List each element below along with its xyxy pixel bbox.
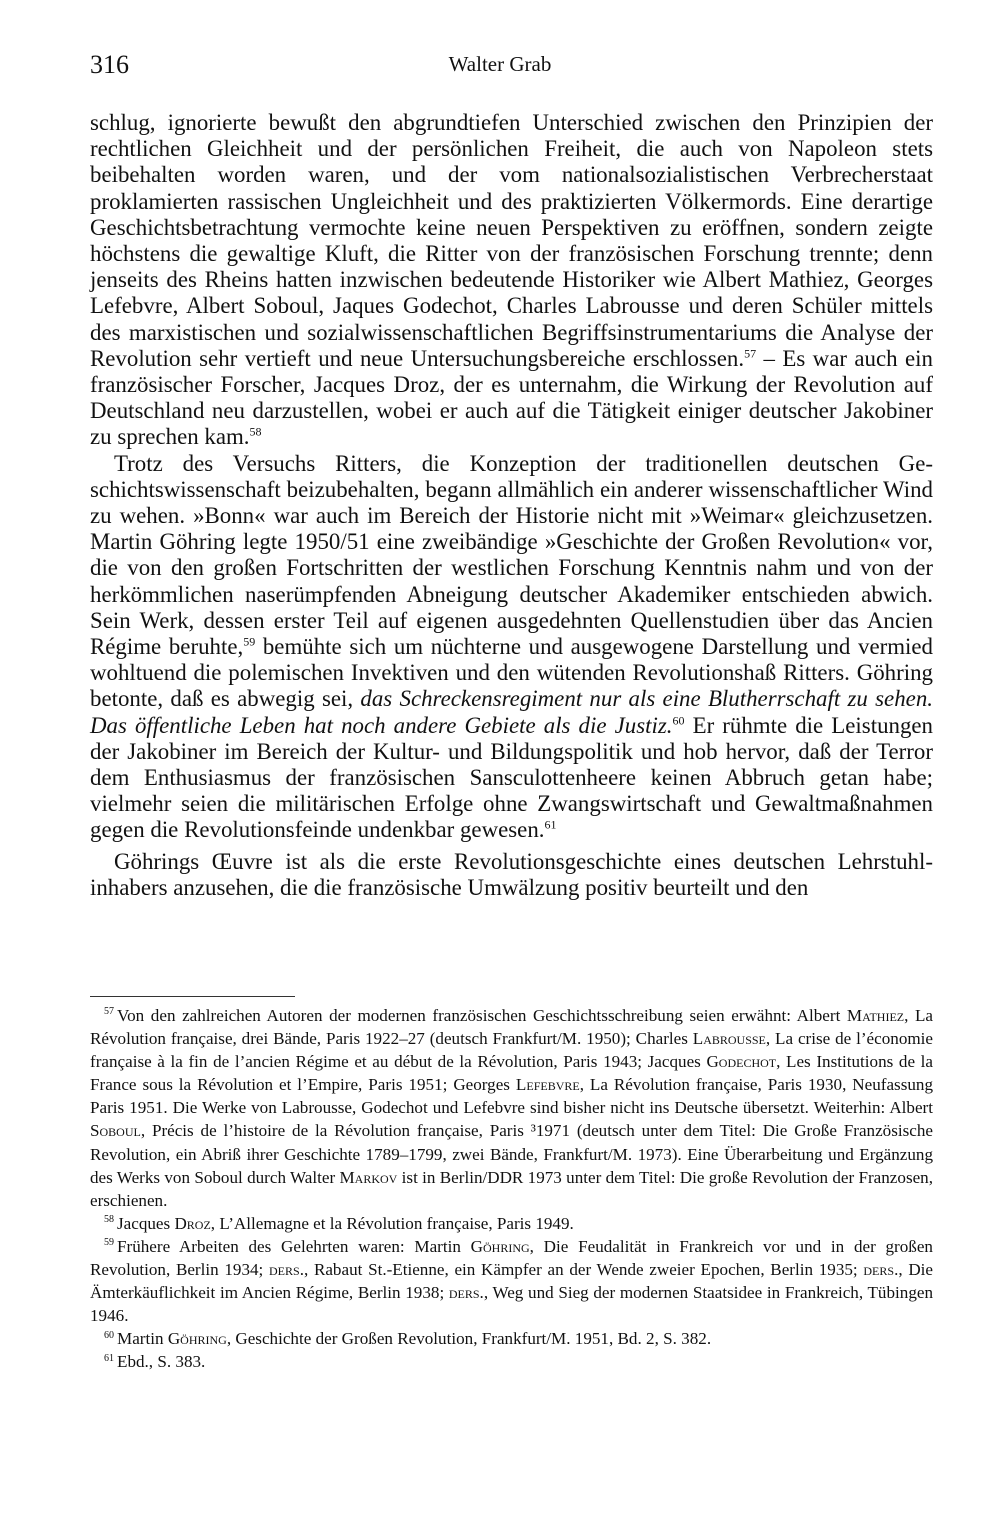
footnote-text: , Précis de l’histoire de la Révolution française, Paris ³1971 (deutsch unter dem Titel: Die Große Französische Revolution, ein Abriß ihrer Geschichte 1789–1799, zwei Bände, Frankfurt/M. 1973). Eine Überarbeitung und Ergänzung des Werks von Soboul durch Walter [90,1121,933,1187]
paragraph-text: – Es war auch ein französischer Forscher, Jacques Droz, der es unternahm, die Wirkung der Revolution auf Deutschland neu darzustellen, wobei er auch auf die Tätigkeit einiger deutscher Jakobiner zu sprechen kam. [90,345,933,450]
author-name: Soboul [90,1121,141,1141]
page-number: 316 [90,50,129,79]
author-name: ders. [448,1283,484,1303]
footnote-ref-57[interactable]: 57 [744,346,757,361]
author-name: Droz [174,1213,211,1233]
footnote-text: , Rabaut St.-Etienne, ein Kämpfer an der Wende zweier Epochen, Berlin 1935; [303,1260,864,1280]
main-text [90,110,933,901]
author-name: Godechot [706,1052,777,1072]
footnote-number: 60 [104,1329,114,1341]
footnote-ref-59[interactable]: 59 [243,634,256,649]
footnote-57 [90,1004,933,1212]
footnote-text: , La Révolution française, drei Bände, Paris 1922–27 (deutsch Frankfurt/M. 1950); Charles [90,1006,933,1049]
footnote-text: , Weg und Sieg der modernen Staatsidee in Frankreich, Tübingen 1946. [90,1283,934,1326]
footnote-text: , Geschichte der Großen Revolution, Frankfurt/M. 1951, Bd. 2, S. 382. [226,1329,712,1349]
footnote-number: 58 [104,1214,114,1226]
footnote-text: Von den zahlreichen Autoren der modernen französischen Geschichtsschreibung seien erwähnt: Albert [117,1006,847,1025]
footnote-number: 59 [104,1237,114,1249]
footnote-text: , La crise de l’économie française à la fin de l’ancien Régime et au début de la Révolution, Paris 1943; Jacques [90,1029,934,1072]
footnote-text: , La Révolution française, Paris 1930, Neufassung Paris 1951. Die Werke von Labrousse, Godechot und Lefebvre sind bisher nicht ins Deutsche übersetzt. Weiterhin: Albert [90,1075,933,1118]
paragraph-text: schlug, ignorierte bewußt den abgrundtiefen Unterschied zwischen den Prinzipien der rechtlichen Gleichheit und der persönlichen Freiheit, die auch von Napoleon stets beibehalten worden waren, und der vom nationalsozialistischen Verbrecherstaat proklamierten rassischen Ungleichheit und des praktizierten Völkermords. Eine derartige Geschichtsbetrachtung vermochte keine neuen Perspektiven zu eröffnen, sondern zeigte höchstens die gewaltige Kluft, die Ritter von der französischen Forschung trennte; denn jenseits des Rheins hatten inzwischen bedeutende Historiker wie Albert Mathiez, Georges Lefebvre, Albert Soboul, Jaques Godechot, Charles Labrousse und deren Schüler mittels des marxistischen und sozialwissenschaftlichen Begriffsinstrumentariums die Analyse der Revolution sehr vertieft und neue Untersuchungsbereiche erschlossen. [90,110,933,371]
footnote-text: Ebd., S. 383. [117,1352,206,1372]
author-name: Mathiez [846,1006,905,1025]
footnote-text: , Die Feudalität in Frankreich vor und in der großen Revolution, Berlin 1934; [90,1236,933,1280]
paragraph-text: Er rühmte die Leistungen der Jakobiner im Bereich der Kultur- und Bildungspolitik und hob hervor, daß der Terror dem Enthusiasmus der französischen Sansculottenheere keinen Abbruch getan habe; vielmehr seien die militärischen Erfolge ohne Zwangswirtschaft und Gewaltmaßnahmen gegen die Revolutionsfeinde undenkbar gewesen. [90,712,934,843]
footnote-number: 61 [104,1352,114,1364]
author-name: Göhring [470,1236,530,1256]
footnote-ref-60[interactable]: 60 [672,713,685,728]
footnote-61 [90,1350,933,1373]
footnote-text: , Les Institutions de la France sous la Révolution et l’Empire, Paris 1951; Georges [90,1052,933,1095]
footnote-60 [90,1327,933,1350]
italic-quote: das Schreckensregiment nur als eine Blutherrschaft zu sehen. Das öffentliche Leben hat noch andere Gebiete als die Justiz. [90,686,933,738]
paragraph-3 [90,849,933,901]
author-name: ders. [269,1260,304,1280]
paragraph-2 [90,451,933,844]
footnote-text: Jacques [117,1213,175,1233]
author-name: Lefebvre [515,1075,580,1095]
footnote-text: ist in Berlin/DDR 1973 unter dem Titel: Die große Revolution der Franzosen, erschienen. [90,1167,934,1210]
author-name: ders. [863,1260,899,1280]
footnote-ref-58[interactable]: 58 [249,424,262,439]
footnote-text: Frühere Arbeiten des Gelehrten waren: Martin [117,1236,471,1256]
paragraph-text: Trotz des Versuchs Ritters, die Konzeption der traditionellen deutschen Geschichtswissenschaft beizubehalten, begann allmählich ein anderer wissenschaftlicher Wind zu wehen. »Bonn« war auch im Bereich der Historie nicht mit »Weimar« gleichzusetzen. Martin Göhring legte 1950/51 eine zweibändige »Geschichte der Großen Revolution« vor, die von den großen Fortschritten der westlichen Forschung Kenntnis nahm und von der herkömmlichen naserümpfenden Abneigung deutscher Akademiker entschieden abwich. Sein Werk, dessen erster Teil auf eigenen ausgedehnten Quellenstudien über das Ancien Régime beruhte, [90,450,933,660]
footnote-ref-61[interactable]: 61 [544,817,557,832]
author-name: Labrousse [692,1029,766,1049]
author-name: Göhring [167,1329,227,1349]
author-name: Markov [339,1167,398,1187]
footnote-number: 57 [104,1006,114,1018]
running-head [90,50,910,90]
footnote-59 [90,1235,933,1327]
footnote-divider [90,996,295,997]
paragraph-text: bemühte sich um nüchterne und ausgewogene Darstellung und vermied wohltuend die polemischen Invektiven und den wütenden Revolutionshaß Ritters. Göhring betonte, daß es abwegig sei, [90,634,933,712]
paragraph-1 [90,110,933,451]
footnotes [90,1004,933,1374]
footnote-text: Martin [117,1329,168,1349]
paragraph-text: Göhrings Œuvre ist als die erste Revolutionsgeschichte eines deutschen Lehrstuhlinhabers anzusehen, die die französische Umwälzung positiv beurteilt und den [90,848,933,900]
footnote-text: , L’Allemagne et la Révolution française, Paris 1949. [210,1213,574,1233]
running-title: Walter Grab [448,52,552,76]
footnote-58 [90,1212,933,1235]
footnote-text: , Die Ämterkäuflichkeit im Ancien Régime, Berlin 1938; [90,1260,933,1303]
